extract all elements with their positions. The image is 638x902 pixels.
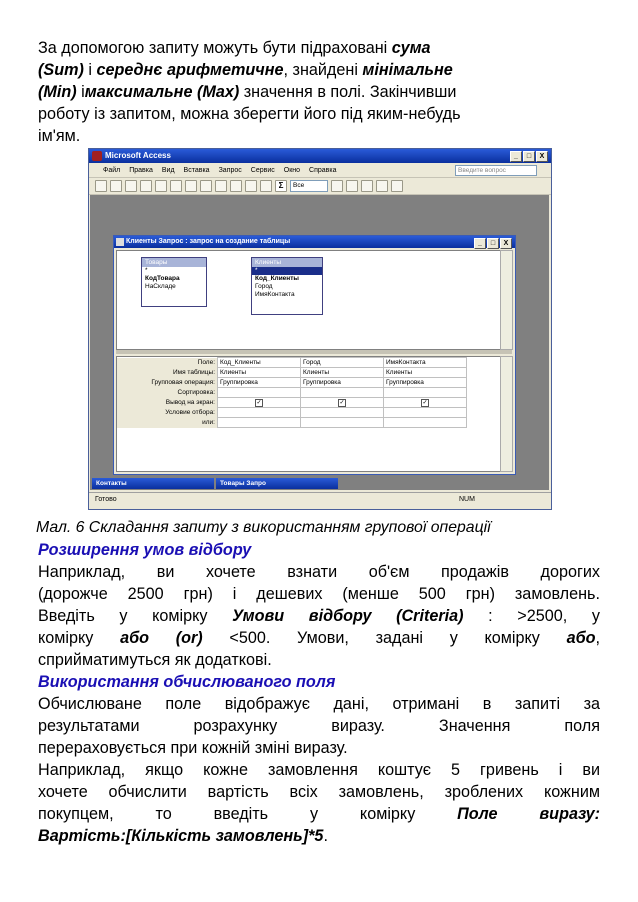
term-sum: сума [391,39,431,57]
menu-help[interactable]: Справка [309,166,337,174]
query-icon [116,238,124,246]
menu-edit[interactable]: Правка [129,166,153,174]
grid-cell [301,398,384,408]
properties-icon[interactable] [331,180,343,192]
intro-line-3: (Min) імаксимальне (Max) значення в полі. Закінчивши [38,83,457,101]
criteria-line-3: Введіть у комірку Умови відбору (Criteria) : >2500, у [38,607,600,625]
query-type-icon[interactable] [230,180,242,192]
save-icon[interactable] [110,180,122,192]
access-logo-icon [92,151,102,161]
print-icon[interactable] [125,180,137,192]
grid-table [117,357,467,428]
term-or: або (or) [120,629,203,647]
calc-line-1: Обчислюване поле відображує дані, отримані в запиті за [38,695,600,713]
query-close-button[interactable]: X [500,238,512,249]
copy-icon[interactable] [185,180,197,192]
view-icon[interactable] [95,180,107,192]
query-titlebar: Клиенты Запрос : запрос на создание таблицы _ □ X [114,236,515,248]
preview-icon[interactable] [140,180,152,192]
criteria-line-1: Наприклад, ви хочете взнати об'єм продажів дорогих [38,563,600,581]
grid-cell [218,398,301,408]
calc-line-2: результатами розрахунку виразу. Значення поля [38,717,600,735]
example-line-4: Вартість:[Кількість замовлень]*5. [38,827,328,845]
heading-calculated-field: Використання обчислюваного поля [38,673,336,691]
intro-line-2: (Sum) і середнє арифметичне, знайдені мінімальне [38,61,453,79]
field-kod-tovara[interactable]: КодТовара [145,275,180,282]
grid-row-show: Вывод на экран: ✓ ✓ ✓ [117,398,467,408]
show-checkbox[interactable]: ✓ [256,400,262,406]
field-imya-kontakta[interactable]: ИмяКонтакта [255,291,295,298]
grid-row-group: Групповая операция: Группировка Группировка Группировка [117,378,467,388]
term-expression-field: Поле виразу: [457,805,600,823]
minimized-window-contacts[interactable]: Контакты [92,478,214,489]
grid-cell[interactable] [384,418,467,428]
database-window-icon[interactable] [361,180,373,192]
term-min: мінімальне [362,61,453,79]
grid-cell[interactable] [218,418,301,428]
table-klienty[interactable]: Клиенты * Код_Клиенты Город ИмяКонтакта [251,257,323,315]
pane-splitter[interactable] [116,350,512,354]
grid-cell[interactable]: ИмяКонтакта [384,358,467,368]
term-abo: або [566,629,596,647]
criteria-line-4: комірку або (or) <500. Умови, задані у комірку або, [38,629,600,647]
close-button[interactable]: X [536,151,548,162]
intro-line-1: За допомогою запиту можуть бути підраховані сума [38,39,431,57]
grid-cell[interactable] [218,388,301,398]
menu-view[interactable]: Вид [161,166,175,174]
grid-cell[interactable] [384,388,467,398]
grid-cell[interactable]: Группировка [384,378,467,388]
grid-cell[interactable] [301,418,384,428]
menu-file[interactable]: Файл [103,166,121,174]
grid-row-or: или: [117,418,467,428]
show-checkbox[interactable]: ✓ [422,400,428,406]
access-titlebar: Microsoft Access _ □ X [89,149,551,163]
field-kod-klienty[interactable]: Код_Клиенты [255,275,299,282]
toolbar [89,178,551,195]
intro-line-5: ім'ям. [38,127,81,145]
table-pane [116,250,502,350]
grid-cell[interactable] [301,408,384,418]
build-icon[interactable] [346,180,358,192]
minimized-window-products-query[interactable]: Товары Запро [216,478,338,489]
num-lock-indicator: NUM [459,496,475,503]
field-na-sklade[interactable]: НаСкладе [145,283,176,290]
new-object-icon[interactable] [376,180,388,192]
field-gorod[interactable]: Город [255,283,273,290]
grid-cell[interactable] [301,388,384,398]
ask-question-input[interactable]: Введите вопрос [455,165,537,176]
grid-scrollbar[interactable] [500,356,513,472]
term-min-en: (Min) [38,83,77,101]
term-avg: середнє арифметичне [96,61,284,79]
grid-cell[interactable]: Группировка [218,378,301,388]
example-line-3: покупцем, то введіть у комірку Поле виразу: [38,805,600,823]
term-criteria: Умови відбору (Criteria) [232,607,464,625]
term-max: максимальне (Max) [84,83,240,101]
term-sum-en: (Sum) [38,61,84,79]
term-cost-formula: Вартість:[Кількість замовлень]*5 [38,827,324,845]
undo-icon[interactable] [215,180,227,192]
menu-tools[interactable]: Сервис [250,166,275,174]
show-table-icon[interactable] [260,180,272,192]
maximize-button[interactable]: □ [523,151,535,162]
grid-cell[interactable]: Группировка [301,378,384,388]
minimize-button[interactable]: _ [510,151,522,162]
grid-cell[interactable] [218,408,301,418]
grid-cell[interactable]: Код_Клиенты [218,358,301,368]
menu-query[interactable]: Запрос [218,166,242,174]
access-screenshot [88,148,552,510]
calc-line-3: перераховується при кожній зміні виразу. [38,739,348,757]
grid-cell[interactable]: Клиенты [218,368,301,378]
table-pane-scrollbar[interactable] [500,250,513,350]
grid-cell [384,398,467,408]
grid-row-sort: Сортировка: [117,388,467,398]
query-window [113,235,516,475]
query-maximize-button[interactable]: □ [487,238,499,249]
paste-icon[interactable] [200,180,212,192]
field-star[interactable]: * [145,267,148,274]
grid-cell[interactable]: Клиенты [384,368,467,378]
grid-cell[interactable]: Клиенты [301,368,384,378]
status-text: Готово [95,496,117,503]
menu-bar [89,163,551,178]
grid-cell[interactable] [384,408,467,418]
show-checkbox[interactable]: ✓ [339,400,345,406]
heading-criteria: Розширення умов відбору [38,541,252,559]
top-values-select[interactable]: Все [290,180,328,192]
status-bar [89,492,551,509]
query-window-controls [474,238,512,249]
menu-insert[interactable]: Вставка [183,166,210,174]
cut-icon[interactable] [170,180,182,192]
grid-row-field: Поле: Код_Клиенты Город ИмяКонтакта [117,358,467,368]
mdi-area [90,195,549,490]
design-grid [116,356,502,472]
help-icon[interactable] [391,180,403,192]
field-star[interactable]: * [252,267,322,275]
grid-cell[interactable]: Город [301,358,384,368]
figure-caption: Мал. 6 Складання запиту з використанням групової операції [36,519,491,536]
criteria-line-2: (дорожче 2500 грн) і дешевих (менше 500 грн) замовлень. [38,585,600,603]
criteria-line-5: сприйматимуться як додаткові. [38,651,272,669]
table-tovary[interactable]: Товары * КодТовара НаСкладе [141,257,207,307]
grid-row-table: Имя таблицы: Клиенты Клиенты Клиенты [117,368,467,378]
example-line-1: Наприклад, якщо кожне замовлення коштує 5 гривень і ви [38,761,600,779]
spell-icon[interactable] [155,180,167,192]
totals-button[interactable]: Σ [275,180,287,192]
intro-line-4: роботу із запитом, можна зберегти його під яким-небудь [38,105,461,123]
run-icon[interactable] [245,180,257,192]
query-minimize-button[interactable]: _ [474,238,486,249]
example-line-2: хочете обчислити вартість всіх замовлень, зроблених кожним [38,783,600,801]
window-controls [510,151,548,162]
menu-window[interactable]: Окно [283,166,301,174]
grid-row-criteria: Условие отбора: [117,408,467,418]
